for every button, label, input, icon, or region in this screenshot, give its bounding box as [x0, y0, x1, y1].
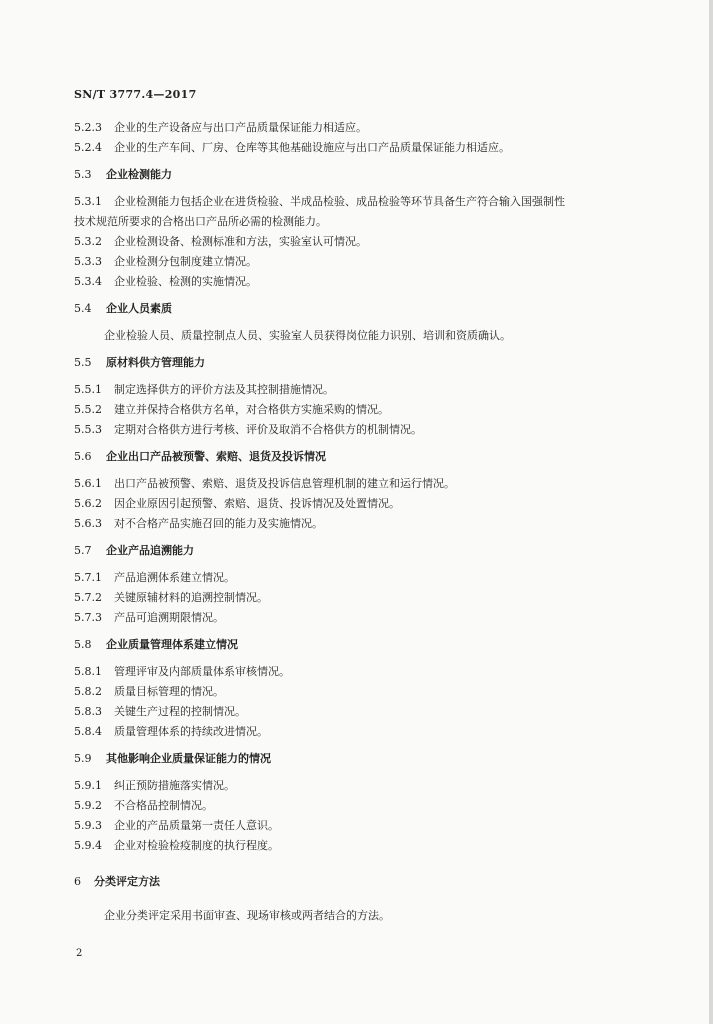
chapter-number: 6	[74, 875, 81, 888]
clause-item	[74, 682, 674, 702]
clause-text: 对不合格产品实施召回的能力及实施情况。	[114, 517, 323, 530]
section-number: 5.8	[74, 638, 92, 651]
section-number: 5.7	[74, 544, 92, 557]
clause-text-continuation: 技术规范所要求的合格出口产品所必需的检测能力。	[74, 215, 327, 228]
clause-item	[74, 272, 674, 292]
section-title: 企业产品追溯能力	[106, 544, 194, 557]
section-heading	[74, 749, 674, 769]
page-number: 2	[76, 948, 83, 959]
section-number: 5.6	[74, 450, 92, 463]
clause-number: 5.5.2	[74, 403, 102, 416]
clause-item	[74, 420, 674, 440]
section-title: 其他影响企业质量保证能力的情况	[106, 752, 271, 765]
clause-number: 5.6.3	[74, 517, 102, 530]
clause-number: 5.5.3	[74, 423, 102, 436]
section-heading	[74, 541, 674, 561]
section-title: 原材料供方管理能力	[106, 356, 205, 369]
clause-item	[74, 608, 674, 628]
section-heading	[74, 447, 674, 467]
clause-item	[74, 514, 674, 534]
clause-text: 企业检测分包制度建立情况。	[114, 255, 257, 268]
clause-item	[74, 400, 674, 420]
clause-item	[74, 232, 674, 252]
section-title: 企业人员素质	[106, 302, 172, 315]
chapter-heading	[74, 872, 674, 892]
clause-text: 企业的生产车间、厂房、仓库等其他基础设施应与出口产品质量保证能力相适应。	[114, 141, 510, 154]
section-number: 5.9	[74, 752, 92, 765]
clause-number: 5.8.3	[74, 705, 102, 718]
clause-text: 因企业原因引起预警、索赔、退货、投诉情况及处置情况。	[114, 497, 400, 510]
clause-text: 质量目标管理的情况。	[114, 685, 224, 698]
body-paragraph: 企业检验人员、质量控制点人员、实验室人员获得岗位能力识别、培训和资质确认。	[104, 329, 511, 342]
clause-item	[74, 776, 674, 796]
chapter-title: 分类评定方法	[94, 875, 160, 888]
clause-number: 5.9.3	[74, 819, 102, 832]
clause-item	[74, 816, 674, 836]
clause-number: 5.3.3	[74, 255, 102, 268]
standard-header: SN/T 3777.4—2017	[74, 88, 197, 101]
clause-text: 产品追溯体系建立情况。	[114, 571, 235, 584]
clause-text: 制定选择供方的评价方法及其控制措施情况。	[114, 383, 334, 396]
clause-text: 纠正预防措施落实情况。	[114, 779, 235, 792]
clause-text: 企业检测能力包括企业在进货检验、半成品检验、成品检验等环节具备生产符合输入国强制性	[114, 195, 565, 208]
clause-item	[74, 796, 674, 816]
clause-number: 5.7.3	[74, 611, 102, 624]
clause-text: 关键原辅材料的追溯控制情况。	[114, 591, 268, 604]
clause-text: 出口产品被预警、索赔、退货及投诉信息管理机制的建立和运行情况。	[114, 477, 455, 490]
clause-number: 5.9.2	[74, 799, 102, 812]
clause-text: 关键生产过程的控制情况。	[114, 705, 246, 718]
clause-number: 5.3.2	[74, 235, 102, 248]
section-title: 企业出口产品被预警、索赔、退货及投诉情况	[106, 450, 326, 463]
clause-item	[74, 836, 674, 856]
clause-text: 质量管理体系的持续改进情况。	[114, 725, 268, 738]
document-body	[74, 118, 674, 928]
body-paragraph: 企业分类评定采用书面审查、现场审核或两者结合的方法。	[104, 909, 390, 922]
clause-number: 5.2.3	[74, 121, 102, 134]
page-edge-shadow	[709, 0, 713, 1024]
clause-item	[74, 494, 674, 514]
clause-number: 5.2.4	[74, 141, 102, 154]
clause-number: 5.6.2	[74, 497, 102, 510]
clause-item	[74, 568, 674, 588]
clause-item	[74, 588, 674, 608]
section-title: 企业检测能力	[106, 168, 172, 181]
section-number: 5.3	[74, 168, 92, 181]
section-heading	[74, 165, 674, 185]
clause-paragraph	[74, 192, 674, 232]
section-title: 企业质量管理体系建立情况	[106, 638, 238, 651]
clause-number: 5.5.1	[74, 383, 102, 396]
clause-number: 5.8.2	[74, 685, 102, 698]
clause-item	[74, 662, 674, 682]
clause-text: 企业的产品质量第一责任人意识。	[114, 819, 279, 832]
clause-text: 企业检测设备、检测标准和方法，实验室认可情况。	[114, 235, 367, 248]
section-heading	[74, 353, 674, 373]
clause-text: 企业的生产设备应与出口产品质量保证能力相适应。	[114, 121, 367, 134]
clause-number: 5.3.4	[74, 275, 102, 288]
clause-number: 5.7.2	[74, 591, 102, 604]
clause-item	[74, 722, 674, 742]
clause-number: 5.8.4	[74, 725, 102, 738]
clause-number: 5.6.1	[74, 477, 102, 490]
section-heading	[74, 299, 674, 319]
clause-text: 产品可追溯期限情况。	[114, 611, 224, 624]
clause-number: 5.3.1	[74, 195, 102, 208]
clause-text: 不合格品控制情况。	[114, 799, 213, 812]
clause-item	[74, 702, 674, 722]
clause-item	[74, 252, 674, 272]
clause-text: 管理评审及内部质量体系审核情况。	[114, 665, 290, 678]
clause-item	[74, 118, 674, 138]
clause-text: 企业对检验检疫制度的执行程度。	[114, 839, 279, 852]
section-heading	[74, 635, 674, 655]
clause-item	[74, 138, 674, 158]
clause-text: 企业检验、检测的实施情况。	[114, 275, 257, 288]
clause-number: 5.9.1	[74, 779, 102, 792]
clause-item	[74, 380, 674, 400]
clause-number: 5.8.1	[74, 665, 102, 678]
clause-text: 定期对合格供方进行考核、评价及取消不合格供方的机制情况。	[114, 423, 422, 436]
clause-number: 5.7.1	[74, 571, 102, 584]
clause-text: 建立并保持合格供方名单，对合格供方实施采购的情况。	[114, 403, 389, 416]
section-number: 5.5	[74, 356, 92, 369]
clause-item	[74, 474, 674, 494]
clause-number: 5.9.4	[74, 839, 102, 852]
section-number: 5.4	[74, 302, 92, 315]
